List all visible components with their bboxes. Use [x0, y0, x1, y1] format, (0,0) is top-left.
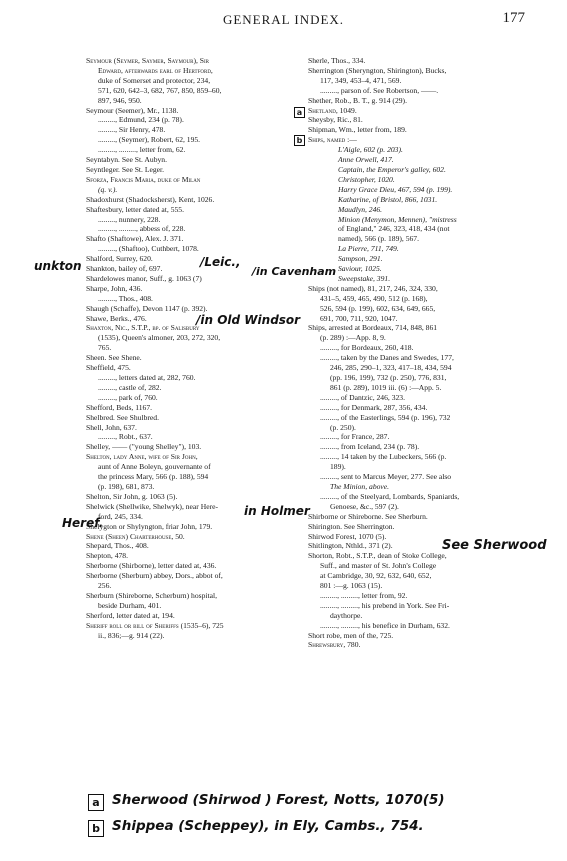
index-entry: Shawe, Berks., 476.: [86, 313, 147, 323]
index-entry: 897, 946, 950.: [98, 95, 142, 105]
index-entry: Short robe, men of the, 725.: [308, 630, 394, 640]
index-entry: 246, 285, 290–1, 323, 417–18, 434, 594: [330, 363, 452, 373]
index-entry: Edward, afterwards earl of Hertford,: [98, 65, 213, 75]
index-entry: Sherborne (Shirborne), letter dated at, 436.: [86, 561, 217, 571]
index-entry: ........., castle of, 282.: [98, 382, 162, 392]
index-entry: Shirington. See Sherrington.: [308, 521, 395, 531]
index-entry: ........., ........., his benefice in Durham, 632.: [320, 620, 450, 630]
index-entry: ........., parson of. See Robertson, ——.: [320, 85, 439, 95]
index-entry: 117, 349, 453–4, 471, 569.: [320, 75, 402, 85]
handwritten-in-cavenham: /in Cavenham: [252, 265, 337, 278]
index-entry: ........., for Bordeaux, 260, 418.: [320, 343, 414, 353]
index-entry: Shelton, lady Anne, wife of Sir John,: [86, 452, 198, 462]
index-entry: L'Aigle, 602 (p. 203).: [338, 145, 403, 155]
page-header: [0, 8, 567, 32]
index-entry: 571, 620, 642–3, 682, 767, 850, 859–60,: [98, 85, 222, 95]
index-entry: Shitlington, Nthld., 371 (2).: [308, 541, 393, 551]
index-entry: ........., for Denmark, 287, 356, 434.: [320, 402, 428, 412]
index-entry: ford, 245, 334.: [98, 511, 143, 521]
index-entry: 256.: [98, 581, 112, 591]
index-entry: the princess Mary, 566 (p. 188), 594: [98, 472, 209, 482]
left-index-column: [86, 56, 296, 640]
index-entry: ........., ........., letter from, 62.: [98, 145, 186, 155]
handwritten-in-holmer: in Holmer: [244, 504, 310, 518]
index-entry: Ships, arrested at Bordeaux, 714, 848, 861: [308, 323, 438, 333]
index-entry: Seymour (Seymer, Saymer, Saymour), Sir: [86, 56, 209, 65]
index-entry: Sheriff roll or bill of Sheriffs (1535–6), 725: [86, 620, 224, 630]
index-entry: Katharine, of Bristol, 866, 1031.: [338, 194, 438, 204]
index-entry: Shaxton, Nic., S.T.P., bp. of Salisbury: [86, 323, 200, 333]
index-entry: duke of Somerset and protector, 234,: [98, 75, 211, 85]
index-entry: Shether, Rob., B. T., g. 914 (29).: [308, 95, 407, 105]
index-entry: Shirborne or Shireborne. See Sherburn.: [308, 511, 428, 521]
footnote-b: [88, 818, 558, 837]
index-entry: Anne Orwell, 417.: [338, 155, 394, 165]
index-entry: ........., for France, 287.: [320, 432, 390, 442]
index-entry: Shelwick (Shellwike, Shelwyk), near Here-: [86, 501, 219, 511]
index-entry: Shepard, Thos., 408.: [86, 541, 149, 551]
footnote-b-marker: b: [88, 820, 104, 837]
index-entry: Shaftesbury, letter dated at, 555.: [86, 204, 184, 214]
index-entry: 801 :—g. 1063 (15).: [320, 581, 383, 591]
index-entry: Suff., and master of St. John's College: [320, 561, 437, 571]
index-entry: Shorton, Robt., S.T.P., dean of Stoke College,: [308, 551, 447, 561]
index-entry: 189).: [330, 462, 346, 472]
index-entry: Sheffield, 475.: [86, 363, 131, 373]
index-entry: at Cambridge, 30, 92, 632, 640, 652,: [320, 571, 432, 581]
index-entry: (p. 250).: [330, 422, 356, 432]
index-entry: Sampson, 291.: [338, 254, 383, 264]
index-entry: Shelygton or Shylyngton, friar John, 179.: [86, 521, 213, 531]
index-entry: ........., (Shaftoo), Cuthbert, 1078.: [98, 244, 199, 254]
index-entry: Shelbred. See Shulbred.: [86, 412, 159, 422]
index-entry: Harry Grace Dieu, 467, 594 (p. 199).: [338, 184, 453, 194]
index-entry: Shaugh (Schaffe), Devon 1147 (p. 392).: [86, 303, 208, 313]
index-entry: Shell, John, 637.: [86, 422, 137, 432]
index-entry: Sheysby, Ric., 81.: [308, 115, 363, 125]
index-entry: Seyntleger. See St. Leger.: [86, 164, 165, 174]
index-entry: ........., from Iceland, 234 (p. 78).: [320, 442, 420, 452]
footnote-a: [88, 792, 558, 811]
index-entry: Seymour (Seemer), Mr., 1138.: [86, 105, 179, 115]
index-entry: (q. v.).: [98, 184, 118, 194]
index-entry: Sherburn (Shireborne, Scherburn) hospital,: [86, 590, 217, 600]
index-entry: daythorpe.: [330, 610, 363, 620]
index-entry: Shafto (Shaftowe), Alex. J. 371.: [86, 234, 184, 244]
page-number: 177: [502, 10, 525, 26]
index-entry: Ships (not named), 81, 217, 246, 324, 330,: [308, 283, 438, 293]
footnote-a-marker: a: [88, 794, 104, 811]
index-entry: 861 (p. 289), 1019 iii. (6) :—App. 5.: [330, 382, 442, 392]
index-entry: ........., of Dantzic, 246, 323.: [320, 392, 405, 402]
index-entry: Shirwod Forest, 1070 (5).: [308, 531, 387, 541]
index-entry: (1535), Queen's almoner, 203, 272, 320,: [98, 333, 221, 343]
page-title: GENERAL INDEX.: [222, 12, 345, 27]
index-entry: ........., ........., his prebend in York. See Fri-: [320, 600, 450, 610]
index-entry: 765.: [98, 343, 112, 353]
index-entry: Maudlyn, 246.: [338, 204, 383, 214]
index-entry: Genoese, &c., 597 (2).: [330, 501, 399, 511]
index-entry: named), 566 (p. 189), 567.: [338, 234, 419, 244]
index-entry: Sherford, letter dated at, 194.: [86, 610, 175, 620]
index-entry: ........., park of, 760.: [98, 392, 158, 402]
index-entry: Sherle, Thos., 334.: [308, 56, 366, 65]
index-entry: Shefford, Beds, 1167.: [86, 402, 153, 412]
index-entry: Shene (Sheen) Charterhouse, 50.: [86, 531, 185, 541]
index-entry: Shepton, 478.: [86, 551, 128, 561]
index-entry: Shetland, 1049.: [308, 105, 357, 115]
handwritten-see-sherwood: See Sherwood: [442, 538, 547, 553]
index-entry: Minion (Menymon, Mennen), "mistress: [338, 214, 457, 224]
index-entry: Shrewsbury, 780.: [308, 640, 361, 650]
index-entry: 691, 700, 711, 920, 1047.: [320, 313, 398, 323]
index-entry: ........., sent to Marcus Meyer, 277. See also: [320, 472, 452, 482]
index-entry: Shardelowes manor, Suff., g. 1063 (7): [86, 273, 202, 283]
index-entry: aunt of Anne Boleyn, gouvernante of: [98, 462, 211, 472]
index-entry: Seyntabyn. See St. Aubyn.: [86, 155, 167, 165]
marker-b: b: [294, 134, 305, 146]
index-entry: ........., nunnery, 228.: [98, 214, 161, 224]
index-entry: ii., 836;—g. 914 (22).: [98, 630, 165, 640]
right-index-column: [308, 56, 533, 650]
index-entry: Christopher, 1020.: [338, 174, 395, 184]
handwritten-leic: /Leic.,: [200, 255, 241, 269]
index-entry: Shipman, Wm., letter from, 189.: [308, 125, 407, 135]
index-entry: of England," 246, 323, 418, 434 (not: [338, 224, 450, 234]
index-entry: ........., Sir Henry, 478.: [98, 125, 166, 135]
footnote-a-text: Sherwood (Shirwod ) Forest, Notts, 1070(5): [112, 792, 445, 808]
index-entry: ........., 14 taken by the Lubeckers, 566 (p.: [320, 452, 447, 462]
marker-a: a: [294, 106, 305, 118]
handwritten-in-old-windsor: /in Old Windsor: [196, 313, 301, 327]
index-entry: Sherrington (Sheryngton, Shirington), Bucks,: [308, 65, 447, 75]
handwritten-heref: Heref.: [62, 516, 104, 530]
index-entry: Ships, named :—: [308, 135, 357, 145]
index-entry: Shankton, bailey of, 697.: [86, 264, 163, 274]
index-entry: Sheen. See Shene.: [86, 353, 142, 363]
index-entry: Shelton, Sir John, g. 1063 (5).: [86, 491, 178, 501]
index-entry: Shadoxhurst (Shadocksherst), Kent, 1026.: [86, 194, 215, 204]
index-entry: ........., of the Steelyard, Lombards, Spaniards,: [320, 491, 460, 501]
index-entry: ........., ........., letter from, 92.: [320, 590, 408, 600]
index-entry: Saviour, 1025.: [338, 264, 382, 274]
index-entry: Shalford, Surrey, 620.: [86, 254, 153, 264]
index-entry: ........., Robt., 637.: [98, 432, 153, 442]
index-entry: Shelley, —— ("young Shelley"), 103.: [86, 442, 202, 452]
index-entry: ........., ........., abbess of, 228.: [98, 224, 186, 234]
index-entry: beside Durham, 401.: [98, 600, 162, 610]
index-entry: ........., (Seymer), Robert, 62, 195.: [98, 135, 201, 145]
index-entry: ........., taken by the Danes and Swedes, 177,: [320, 353, 454, 363]
index-entry: Sharpe, John, 436.: [86, 283, 143, 293]
index-entry: La Pierre, 711, 749.: [338, 244, 399, 254]
index-entry: Sweepstake, 391.: [338, 273, 391, 283]
index-entry: (p. 198), 681, 873.: [98, 481, 155, 491]
index-entry: The Minion, above.: [330, 481, 390, 491]
index-entry: (p. 289) :—App. 8, 9.: [320, 333, 386, 343]
handwritten-shankton-prefix: unkton: [34, 259, 82, 273]
index-entry: ........., Edmund, 234 (p. 78).: [98, 115, 184, 125]
index-entry: ........., of the Easterlings, 594 (p. 196), 732: [320, 412, 451, 422]
index-entry: Sforza, Francis Maria, duke of Milan: [86, 174, 201, 184]
index-entry: Captain, the Emperor's galley, 602.: [338, 164, 446, 174]
index-entry: 431–5, 459, 465, 490, 512 (p. 168),: [320, 293, 428, 303]
index-entry: (pp. 196, 199), 732 (p. 250), 776, 831,: [330, 373, 447, 382]
footnote-b-text: Shippea (Scheppey), in Ely, Cambs., 754.: [112, 818, 424, 834]
index-entry: 526, 594 (p. 199), 602, 634, 649, 665,: [320, 303, 436, 313]
index-entry: ........., letters dated at, 282, 760.: [98, 373, 196, 382]
index-entry: ........., Thos., 408.: [98, 293, 153, 303]
index-entry: Sherborne (Sherburn) abbey, Dors., abbot of,: [86, 571, 223, 581]
